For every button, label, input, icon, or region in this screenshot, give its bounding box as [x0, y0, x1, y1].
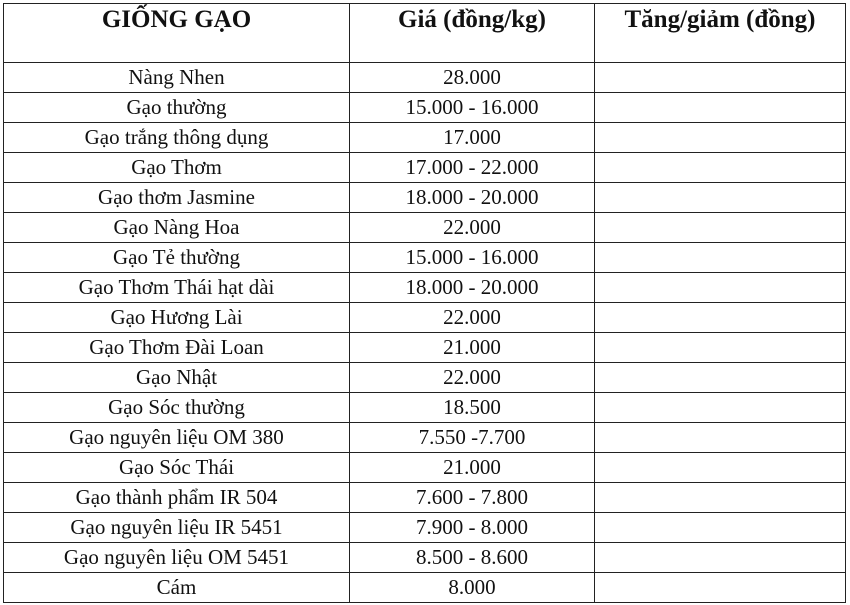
- cell-price: 18.500: [350, 393, 595, 423]
- cell-price: 8.500 - 8.600: [350, 543, 595, 573]
- table-row: [4, 123, 846, 153]
- cell-price: 22.000: [350, 303, 595, 333]
- rice-price-table: [3, 3, 846, 603]
- header-change: Tăng/giảm (đồng): [595, 4, 846, 63]
- cell-variety: Gạo trắng thông dụng: [4, 123, 350, 153]
- cell-change: [595, 543, 846, 573]
- table-header: [4, 4, 846, 63]
- cell-change: [595, 123, 846, 153]
- cell-variety: Gạo Sóc thường: [4, 393, 350, 423]
- cell-change: [595, 333, 846, 363]
- cell-price: 18.000 - 20.000: [350, 273, 595, 303]
- table-row: [4, 483, 846, 513]
- cell-variety: Gạo nguyên liệu OM 380: [4, 423, 350, 453]
- cell-price: 7.600 - 7.800: [350, 483, 595, 513]
- table-row: [4, 213, 846, 243]
- cell-change: [595, 153, 846, 183]
- cell-variety: Gạo Thơm Thái hạt dài: [4, 273, 350, 303]
- table-row: [4, 273, 846, 303]
- cell-variety: Gạo Thơm Đài Loan: [4, 333, 350, 363]
- table-row: [4, 63, 846, 93]
- cell-change: [595, 303, 846, 333]
- cell-price: 8.000: [350, 573, 595, 603]
- cell-price: 22.000: [350, 213, 595, 243]
- cell-price: 17.000 - 22.000: [350, 153, 595, 183]
- table-row: [4, 513, 846, 543]
- header-row: [4, 4, 846, 63]
- cell-change: [595, 453, 846, 483]
- table-row: [4, 393, 846, 423]
- cell-change: [595, 63, 846, 93]
- table-row: [4, 183, 846, 213]
- cell-price: 18.000 - 20.000: [350, 183, 595, 213]
- header-variety: GIỐNG GẠO: [4, 4, 350, 63]
- table-row: [4, 453, 846, 483]
- cell-variety: Gạo thành phẩm IR 504: [4, 483, 350, 513]
- cell-change: [595, 513, 846, 543]
- cell-variety: Nàng Nhen: [4, 63, 350, 93]
- cell-variety: Gạo Tẻ thường: [4, 243, 350, 273]
- cell-price: 21.000: [350, 453, 595, 483]
- cell-variety: Gạo Nàng Hoa: [4, 213, 350, 243]
- cell-change: [595, 423, 846, 453]
- cell-variety: Gạo nguyên liệu IR 5451: [4, 513, 350, 543]
- table-row: [4, 543, 846, 573]
- cell-price: 15.000 - 16.000: [350, 93, 595, 123]
- cell-variety: Gạo Hương Lài: [4, 303, 350, 333]
- cell-variety: Gạo Thơm: [4, 153, 350, 183]
- cell-price: 17.000: [350, 123, 595, 153]
- cell-change: [595, 243, 846, 273]
- cell-change: [595, 573, 846, 603]
- table-row: [4, 153, 846, 183]
- cell-change: [595, 363, 846, 393]
- cell-change: [595, 93, 846, 123]
- cell-change: [595, 273, 846, 303]
- cell-price: 7.900 - 8.000: [350, 513, 595, 543]
- cell-price: 22.000: [350, 363, 595, 393]
- cell-change: [595, 213, 846, 243]
- cell-variety: Gạo Sóc Thái: [4, 453, 350, 483]
- cell-variety: Gạo thơm Jasmine: [4, 183, 350, 213]
- cell-change: [595, 183, 846, 213]
- cell-price: 28.000: [350, 63, 595, 93]
- cell-variety: Gạo nguyên liệu OM 5451: [4, 543, 350, 573]
- table-row: [4, 423, 846, 453]
- table-body: [4, 63, 846, 603]
- table-row: [4, 573, 846, 603]
- cell-variety: Cám: [4, 573, 350, 603]
- cell-price: 21.000: [350, 333, 595, 363]
- cell-change: [595, 393, 846, 423]
- table-row: [4, 363, 846, 393]
- header-price: Giá (đồng/kg): [350, 4, 595, 63]
- table-row: [4, 93, 846, 123]
- table-row: [4, 303, 846, 333]
- table-row: [4, 333, 846, 363]
- cell-price: 7.550 -7.700: [350, 423, 595, 453]
- cell-variety: Gạo Nhật: [4, 363, 350, 393]
- cell-change: [595, 483, 846, 513]
- table-row: [4, 243, 846, 273]
- cell-price: 15.000 - 16.000: [350, 243, 595, 273]
- cell-variety: Gạo thường: [4, 93, 350, 123]
